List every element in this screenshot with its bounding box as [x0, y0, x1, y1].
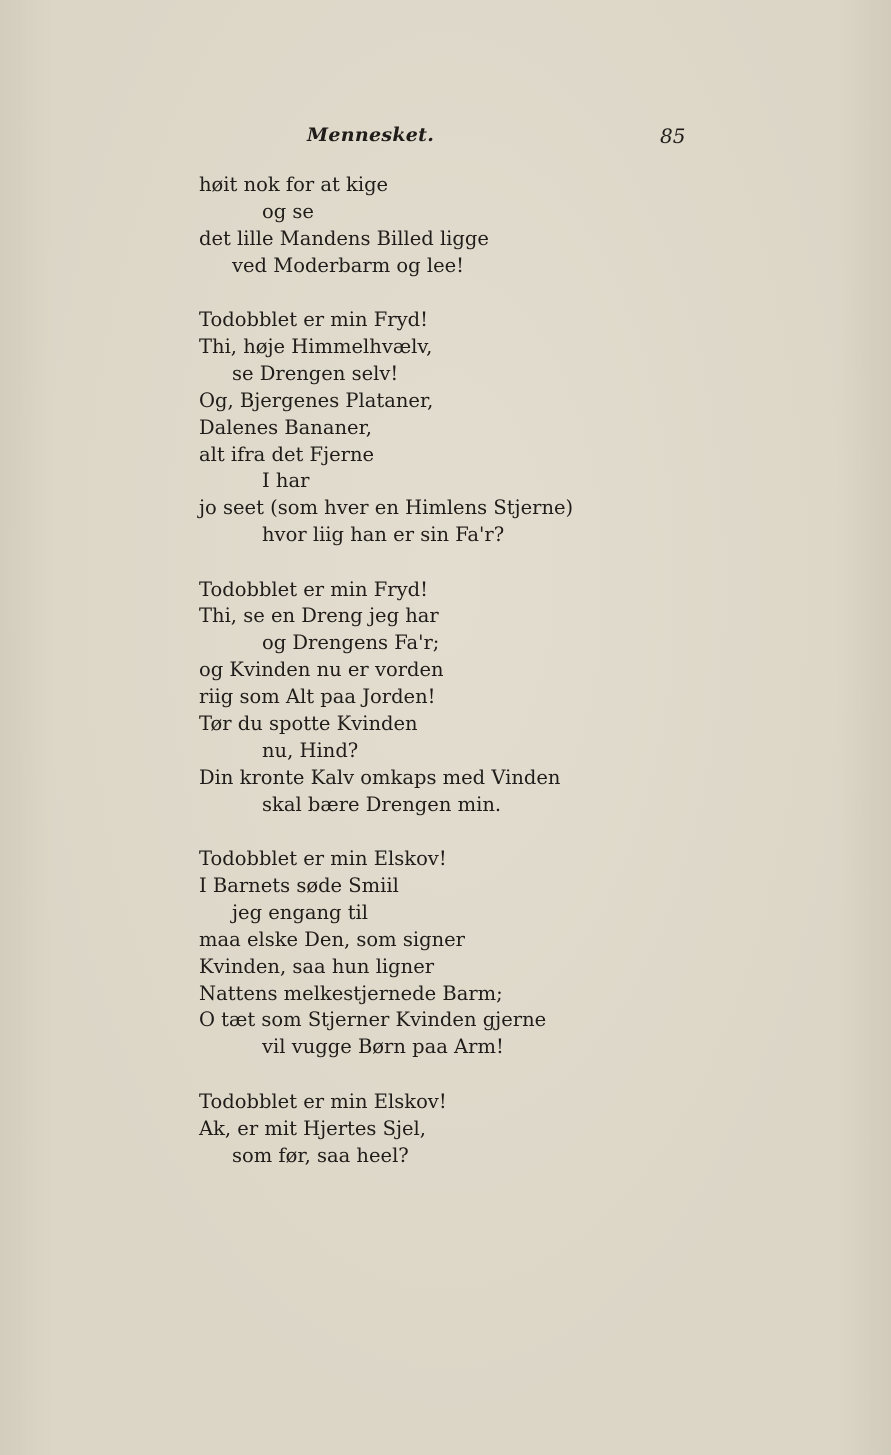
poem-line: I Barnets søde Smiil: [199, 873, 399, 897]
poem-line: Og, Bjergenes Plataner,: [199, 388, 434, 412]
poem-line: alt ifra det Fjerne: [199, 442, 375, 466]
poem-line: se Drengen selv!: [232, 361, 399, 385]
page-number: 85: [660, 124, 686, 148]
poem-line: Kvinden, saa hun ligner: [199, 954, 435, 978]
stanza: [199, 577, 719, 819]
poem-line: riig som Alt paa Jorden!: [199, 685, 436, 709]
stanza: [199, 846, 719, 1061]
stanza-break: [199, 280, 719, 308]
poem-line: I har: [262, 469, 310, 493]
poem-line: skal bære Drengen min.: [262, 792, 502, 816]
stanza: [199, 307, 719, 549]
chapter-title: Mennesket.: [307, 124, 435, 146]
poem-line: som før, saa heel?: [232, 1143, 409, 1167]
poem-line: vil vugge Børn paa Arm!: [262, 1035, 504, 1059]
poem-line: Todobblet er min Elskov!: [199, 847, 447, 871]
stanza-break: [199, 549, 719, 577]
poem-line: høit nok for at kige: [199, 173, 389, 196]
poem-line: Nattens melkestjernede Barm;: [199, 981, 503, 1005]
running-head: [0, 124, 891, 154]
poem-line: ved Moderbarm og lee!: [232, 253, 464, 277]
poem-line: Ak, er mit Hjertes Sjel,: [199, 1116, 426, 1140]
stanza: [199, 172, 719, 280]
stanza-break: [199, 819, 719, 847]
poem-line: Thi, høje Himmelhvælv,: [199, 334, 433, 358]
poem-line: maa elske Den, som signer: [199, 927, 465, 951]
poem-line: Todobblet er min Fryd!: [199, 577, 428, 601]
poem-line: Thi, se en Dreng jeg har: [199, 604, 439, 628]
poem-line: jo seet (som hver en Himlens Stjerne): [199, 496, 574, 520]
poem-line: O tæt som Stjerner Kvinden gjerne: [199, 1008, 547, 1032]
poem-line: Din kronte Kalv omkaps med Vinden: [199, 765, 561, 789]
stanza-break: [199, 1061, 719, 1089]
poem-line: Todobblet er min Elskov!: [199, 1089, 447, 1113]
poem-line: nu, Hind?: [262, 738, 359, 762]
poem-line: jeg engang til: [232, 900, 369, 924]
poem-line: hvor liig han er sin Fa'r?: [262, 523, 505, 547]
poem-line: og Kvinden nu er vorden: [199, 658, 444, 682]
poem-body: [199, 172, 719, 1169]
poem-line: og Drengens Fa'r;: [262, 631, 440, 655]
stanza: [199, 1089, 719, 1170]
poem-line: det lille Mandens Billed ligge: [199, 226, 489, 250]
poem-line: og se: [262, 199, 314, 223]
poem-line: Tør du spotte Kvinden: [199, 712, 418, 736]
poem-line: Todobblet er min Fryd!: [199, 308, 428, 332]
poem-line: Dalenes Bananer,: [199, 415, 372, 439]
